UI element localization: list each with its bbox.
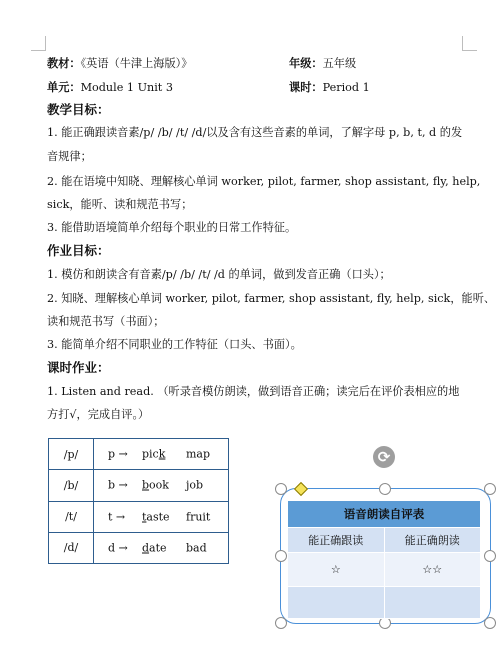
example-word-1: date [142,541,167,555]
example-word-1: book [142,478,169,492]
phoneme-cell: /t/ [49,501,94,532]
margin-corner-mark-right [462,36,477,51]
teaching-goal-line: 3. 能借助语境简单介绍每个职业的日常工作特征。 [47,221,297,234]
table-row [288,587,481,619]
table-row [49,470,229,501]
resize-handle[interactable] [379,483,391,495]
resize-handle[interactable] [484,550,496,562]
words-cell [94,532,229,563]
table-row [288,553,481,587]
homework-line: 1. Listen and read. （听录音模仿朗读，做到语音正确；读完后在评价表相应的地 [47,385,460,398]
period-row [289,80,370,95]
resize-handle[interactable] [275,550,287,562]
letter-arrow: t → [108,510,126,524]
phonics-table [48,438,229,564]
margin-corner-mark-left [31,36,46,51]
phoneme-cell: /d/ [49,532,94,563]
table-row [49,532,229,563]
homework-goals-heading: 作业目标： [47,243,110,258]
period-label: 课时： [289,80,323,94]
letter-arrow: p → [108,447,128,461]
self-eval-table [287,500,481,619]
teaching-goal-line: 音规律； [47,150,92,163]
phoneme-cell: /p/ [49,439,94,470]
grade-value: 五年级 [322,57,357,70]
column-header: 能正确朗读 [384,528,481,553]
rating-cell[interactable] [288,587,385,619]
resize-handle[interactable] [275,483,287,495]
table-row [49,439,229,470]
resize-handle[interactable] [484,617,496,629]
homework-goal-line: 2. 知晓、理解核心单词 worker, pilot, farmer, shop assistant, fly, help, sick，能听、 [47,292,496,305]
textbook-row [47,56,192,71]
rating-cell[interactable] [384,587,481,619]
homework-goal-line: 读和规范书写（书面）； [47,315,165,328]
self-eval-title: 语音朗读自评表 [288,501,481,528]
words-cell [94,470,229,501]
rating-cell[interactable]: ☆ [288,553,385,587]
unit-row [47,80,173,95]
resize-handle[interactable] [275,617,287,629]
example-word-2: map [186,447,211,461]
textbook-label: 教材： [47,56,81,70]
example-word-2: job [186,478,204,492]
homework-line: 方打√，完成自评。） [47,408,150,421]
resize-handle[interactable] [484,483,496,495]
example-word-1: taste [142,510,170,524]
grade-label: 年级： [289,56,323,70]
homework-goal-line: 1. 模仿和朗读含有音素/p/ /b/ /t/ /d 的单词，做到发音正确（口头）； [47,268,391,281]
column-header: 能正确跟读 [288,528,385,553]
letter-arrow: d → [108,541,128,555]
unit-value: Module 1 Unit 3 [80,81,173,94]
homework-goal-line: 3. 能简单介绍不同职业的工作特征（口头、书面）。 [47,338,302,351]
table-row [49,501,229,532]
rating-cell[interactable]: ☆☆ [384,553,481,587]
textbook-value: 《英语（牛津上海版）》 [80,57,193,70]
phoneme-cell: /b/ [49,470,94,501]
unit-label: 单元： [47,80,81,94]
teaching-goals-heading: 教学目标： [47,102,110,117]
words-cell [94,501,229,532]
table-row [288,528,481,553]
grade-row [289,56,356,71]
homework-heading: 课时作业： [47,360,110,375]
teaching-goal-line: 1. 能正确跟读音素/p/ /b/ /t/ /d/以及含有这些音素的单词，了解字母 p, b, t, d 的发 [47,126,463,139]
example-word-1: pick [142,447,166,461]
rotate-handle-icon[interactable]: ⟳ [373,446,395,468]
letter-arrow: b → [108,478,128,492]
period-value: Period 1 [322,81,370,94]
teaching-goal-line: sick，能听、读和规范书写； [47,198,193,211]
teaching-goal-line: 2. 能在语境中知晓、理解核心单词 worker, pilot, farmer, shop assistant, fly, help, [47,175,481,188]
words-cell [94,439,229,470]
example-word-2: fruit [186,510,211,524]
example-word-2: bad [186,541,207,555]
